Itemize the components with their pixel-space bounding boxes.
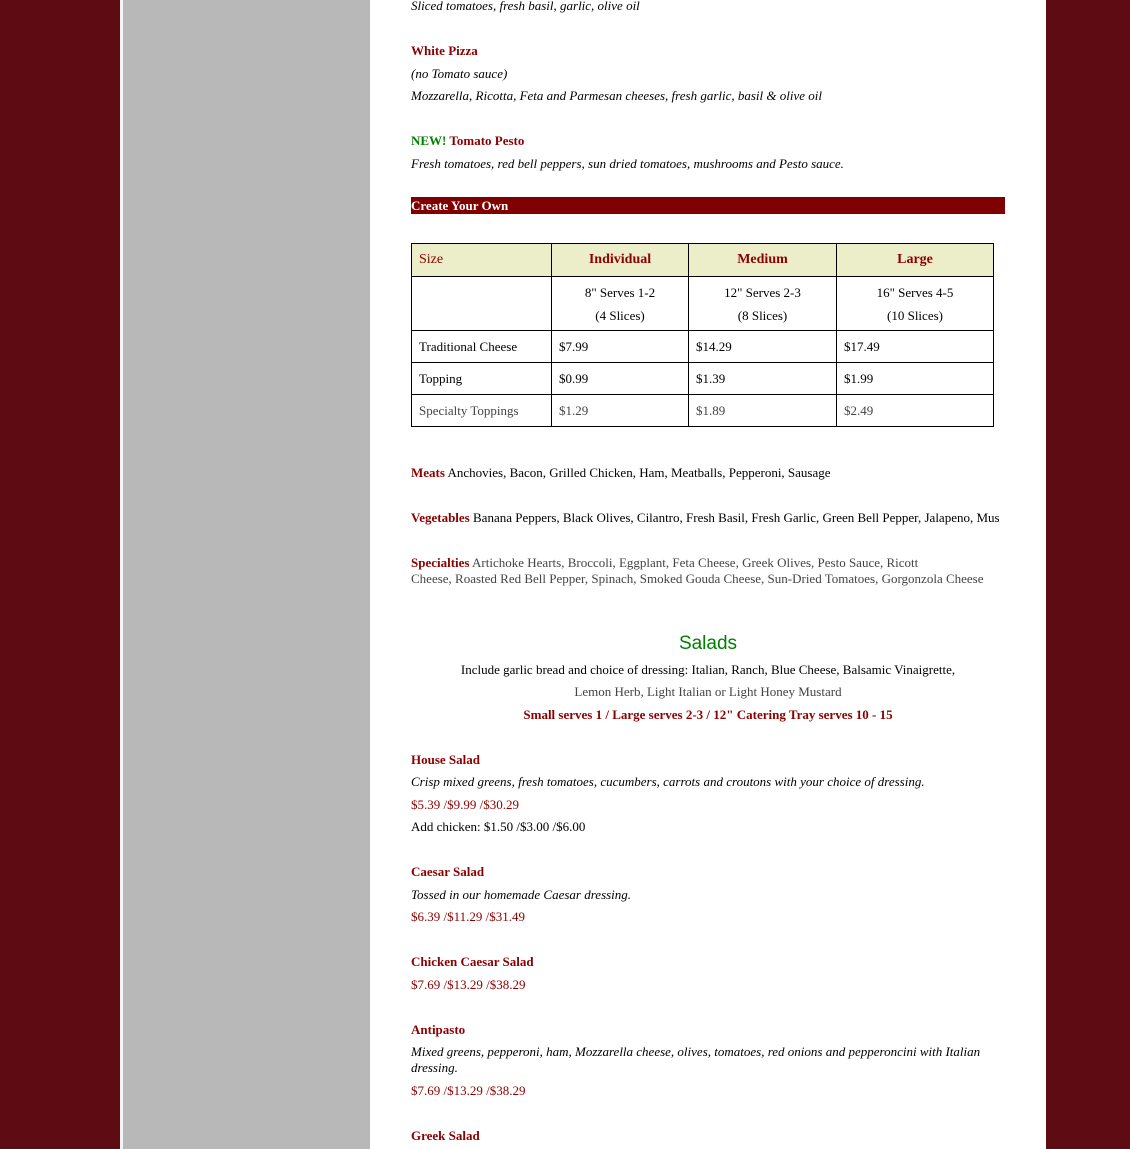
- price-cell: $1.29: [552, 395, 689, 427]
- salad-name: Chicken Caesar Salad: [411, 954, 534, 969]
- toppings-specialties: [411, 555, 918, 571]
- column-header-large: Large: [837, 244, 994, 277]
- slices-text: (10 Slices): [887, 307, 943, 323]
- table-header-row: [412, 244, 994, 277]
- menu-content: [370, 0, 1046, 1149]
- row-label: Specialty Toppings: [412, 395, 552, 427]
- slices-text: (8 Slices): [737, 307, 788, 323]
- salads-intro: Include garlic bread and choice of dressing: Italian, Ranch, Blue Cheese, Balsamic Vinaigrette,: [460, 662, 956, 677]
- sidebar: [123, 0, 370, 1149]
- row-label: Traditional Cheese: [412, 331, 552, 363]
- table-row: [412, 331, 994, 363]
- price-cell: $1.39: [689, 363, 837, 395]
- serves-cell: [837, 277, 994, 331]
- toppings-label: Vegetables: [411, 510, 470, 525]
- toppings-list: Cheese, Roasted Red Bell Pepper, Spinach, Smoked Gouda Cheese, Sun-Dried Tomatoes, Gorgonzola Cheese: [411, 571, 984, 586]
- salad-name: Greek Salad: [411, 1128, 480, 1143]
- salad-name: Antipasto: [411, 1022, 466, 1037]
- salad-price: $7.69 /$13.29 /$38.29: [411, 977, 526, 992]
- price-cell: $0.99: [552, 363, 689, 395]
- salads-intro: Lemon Herb, Light Italian or Light Honey Mustard: [574, 684, 842, 699]
- toppings-label: Specialties: [411, 555, 470, 570]
- row-label: Topping: [412, 363, 552, 395]
- new-badge: NEW!: [411, 133, 447, 148]
- column-header-individual: Individual: [552, 244, 689, 277]
- salads-heading: Salads: [678, 633, 738, 654]
- salad-price: $7.69 /$13.29 /$38.29: [411, 1083, 526, 1098]
- toppings-list: Banana Peppers, Black Olives, Cilantro, Fresh Basil, Fresh Garlic, Green Bell Pepper, Jalapeno, Mus: [473, 510, 1000, 525]
- pizza-title: [411, 133, 524, 149]
- pizza-name: White Pizza: [411, 43, 478, 58]
- price-cell: $14.29: [689, 331, 837, 363]
- pizza-description: Fresh tomatoes, red bell peppers, sun dried tomatoes, mushrooms and Pesto sauce.: [411, 156, 844, 171]
- column-header-medium: Medium: [689, 244, 837, 277]
- price-cell: $2.49: [837, 395, 994, 427]
- empty-cell: [412, 277, 552, 331]
- table-row: [412, 395, 994, 427]
- pizza-description: Mozzarella, Ricotta, Feta and Parmesan cheeses, fresh garlic, basil & olive oil: [411, 88, 823, 103]
- salad-price: $5.39 /$9.99 /$30.29: [411, 797, 519, 812]
- salads-sizes-note: Small serves 1 / Large serves 2-3 / 12" Catering Tray serves 10 - 15: [523, 707, 893, 722]
- salad-description: Crisp mixed greens, fresh tomatoes, cucumbers, carrots and croutons with your choice of dressing.: [411, 774, 925, 789]
- salad-description: Mixed greens, pepperoni, ham, Mozzarella cheese, olives, tomatoes, red onions and pepperoncini with Italian: [411, 1044, 981, 1059]
- price-cell: $7.99: [552, 331, 689, 363]
- price-table: [411, 243, 994, 427]
- slices-text: (4 Slices): [595, 307, 645, 323]
- toppings-vegetables: [411, 510, 1000, 526]
- salad-extra: Add chicken: $1.50 /$3.00 /$6.00: [411, 819, 586, 834]
- size-header: Size: [412, 244, 552, 277]
- toppings-label: Meats: [411, 465, 445, 480]
- create-your-own-header: Create Your Own: [411, 197, 1005, 214]
- toppings-list: Artichoke Hearts, Broccoli, Eggplant, Feta Cheese, Greek Olives, Pesto Sauce, Ricott: [472, 555, 919, 570]
- price-cell: $1.89: [689, 395, 837, 427]
- salad-description: Tossed in our homemade Caesar dressing.: [411, 887, 632, 902]
- pizza-note: (no Tomato sauce): [411, 66, 508, 81]
- salad-name: House Salad: [411, 752, 480, 767]
- serves-cell: [552, 277, 689, 331]
- price-cell: $1.99: [837, 363, 994, 395]
- pizza-description: Sliced tomatoes, fresh basil, garlic, olive oil: [411, 0, 640, 13]
- serves-text: 8" Serves 1-2: [584, 284, 656, 300]
- serves-cell: [689, 277, 837, 331]
- salad-description: dressing.: [411, 1060, 458, 1075]
- pizza-name: Tomato Pesto: [449, 133, 525, 148]
- toppings-meats: [411, 465, 831, 481]
- serves-row: [412, 277, 994, 331]
- salad-name: Caesar Salad: [411, 864, 485, 879]
- table-row: [412, 363, 994, 395]
- salad-price: $6.39 /$11.29 /$31.49: [411, 909, 525, 924]
- serves-text: 12" Serves 2-3: [724, 284, 801, 300]
- serves-text: 16" Serves 4-5: [876, 284, 954, 300]
- toppings-list: Anchovies, Bacon, Grilled Chicken, Ham, Meatballs, Pepperoni, Sausage: [447, 465, 831, 480]
- price-cell: $17.49: [837, 331, 994, 363]
